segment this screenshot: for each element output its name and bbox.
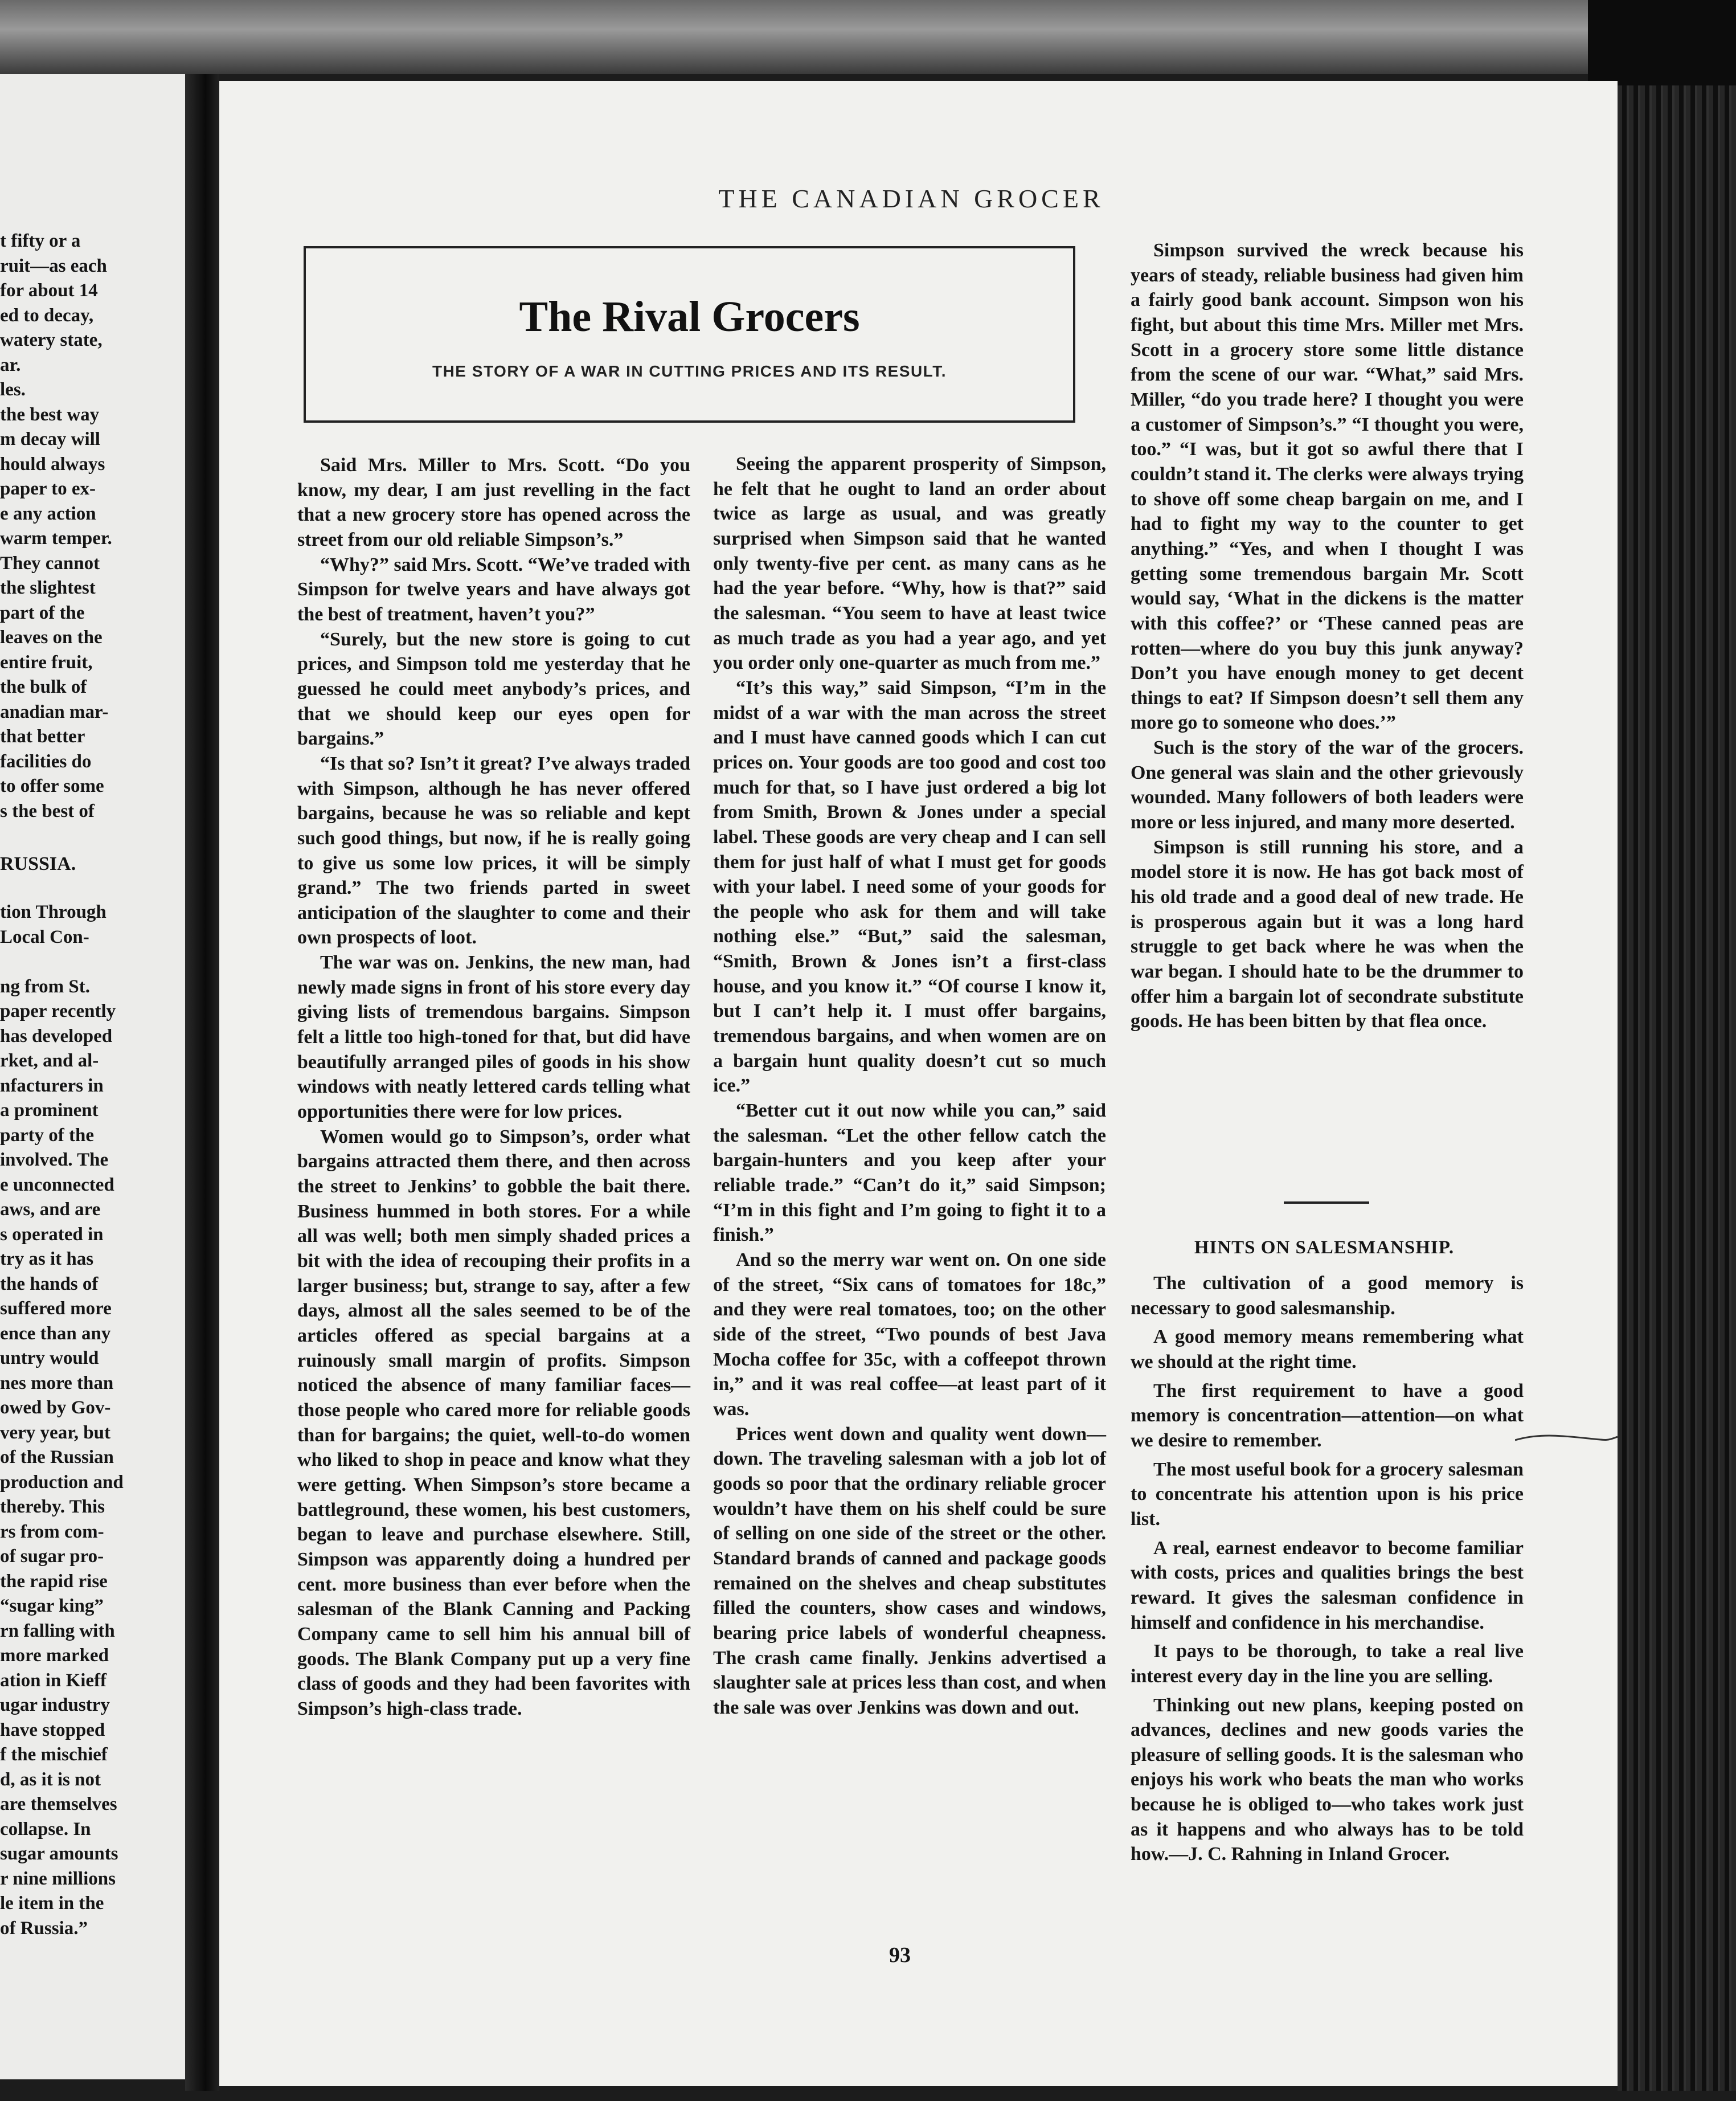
paragraph: It pays to be thorough, to take a real live interest every day in the line you are selling. <box>1131 1641 1524 1687</box>
left-page-line: le item in the <box>0 1893 104 1914</box>
left-page-line: entire fruit, <box>0 652 93 673</box>
left-page-line: d, as it is not <box>0 1769 101 1790</box>
left-page-line: ng from St. <box>0 976 90 997</box>
article-column-2 <box>713 452 1106 1720</box>
paragraph: Said Mrs. Miller to Mrs. Scott. “Do you know, my dear, I am just revelling in the fact that a new grocery store has opened across the street from our old reliable Simpson’s.” <box>297 455 690 550</box>
left-page-line: the slightest <box>0 578 96 598</box>
left-page-heading: RUSSIA. <box>0 853 76 874</box>
page-number: 93 <box>889 1943 911 1967</box>
left-page-line: very year, but <box>0 1422 111 1443</box>
left-page-line: paper to ex- <box>0 479 96 499</box>
left-page-line: They cannot <box>0 553 100 574</box>
left-page-line: to offer some <box>0 776 104 796</box>
paragraph: “Better cut it out now while you can,” said the salesman. “Let the other fellow catch the bargain-hunters and you keep after your reliable trade.” “Can’t do it,” said Simpson; “I’m in this fight and I’m going to fight it to a finish.” <box>713 1100 1106 1246</box>
left-page-line: have stopped <box>0 1719 105 1740</box>
left-page-line: sugar amounts <box>0 1844 118 1864</box>
paragraph: The first requirement to have a good memory is concentration—attention—on what we desire to remember. <box>1131 1380 1524 1451</box>
left-page-line: part of the <box>0 602 85 623</box>
left-page-line: r nine millions <box>0 1868 116 1889</box>
left-page-line: rn falling with <box>0 1620 115 1641</box>
article-subtitle: THE STORY OF A WAR IN CUTTING PRICES AND ITS RESULT. <box>432 362 947 380</box>
hints-column <box>1131 1271 1524 1871</box>
left-page-line: ence than any <box>0 1323 111 1344</box>
left-page-line: m decay will <box>0 429 100 449</box>
left-page-line: try as it has <box>0 1249 94 1269</box>
article-title: The Rival Grocers <box>519 293 860 341</box>
book-gutter <box>185 74 219 2091</box>
left-page-line: ar. <box>0 354 21 375</box>
paragraph: Seeing the apparent prosperity of Simpson, he felt that he ought to land an order about twice as large as usual, and was greatly surprised when Simpson said that he wanted only twenty-five per cent. as many cans as he had the year before. “Why, how is that?” said the salesman. “You seem to have at least twice as much trade as you had a year ago, and yet you order only one-quarter as much from me.” <box>713 453 1106 674</box>
left-page-line: Local Con- <box>0 926 89 947</box>
article-column-1 <box>297 453 690 1721</box>
left-page-line: e unconnected <box>0 1174 114 1195</box>
left-page-line: are themselves <box>0 1794 117 1814</box>
left-page-line: that better <box>0 726 85 747</box>
left-page-line: owed by Gov- <box>0 1397 111 1418</box>
paragraph: The cultivation of a good memory is necessary to good salesmanship. <box>1131 1273 1524 1319</box>
paragraph: Prices went down and quality went down—down. The traveling salesman with a job lot of goods so poor that the ordinary reliable grocer wouldn’t have them on his shelf could be sure of selling on one side of the street or the other. Standard brands of canned and package goods remained on the shelves and cheap substitutes filled the counters, show cases and windows, bearing price labels of wonderful cheapness. The crash came finally. Jenkins advertised a slaughter sale at prices less than cost, and when the sale was over Jenkins was down and out. <box>713 1423 1106 1718</box>
paragraph: “Surely, but the new store is going to cut prices, and Simpson told me yesterday that he guessed he could meet anybody’s prices, and that we should keep our eyes open for bargains.” <box>297 628 690 750</box>
left-page-line: f the mischief <box>0 1744 108 1765</box>
paragraph: Simpson is still running his store, and a model store it is now. He has got back most of his old trade and a good deal of new trade. He is prosperous again but it was a long hard struggle to get back where he was when the war began. I should hate to be the drummer to offer him a bargain lot of secondrate substitute goods. He has been bitten by that flea once. <box>1131 836 1524 1032</box>
left-page-line: facilities do <box>0 751 92 772</box>
left-page-line: paper recently <box>0 1001 116 1021</box>
left-page-line: leaves on the <box>0 627 103 648</box>
left-page-line: untry would <box>0 1348 99 1368</box>
left-page-text-top <box>0 229 185 824</box>
left-page-line: the best way <box>0 404 100 425</box>
title-box <box>304 246 1075 423</box>
left-page-line: of sugar pro- <box>0 1546 104 1567</box>
left-page-line: the rapid rise <box>0 1571 108 1592</box>
paragraph: The most useful book for a grocery salesman to concentrate his attention upon is his price list. <box>1131 1458 1524 1530</box>
left-page-line: rket, and al- <box>0 1050 99 1071</box>
paragraph: “Why?” said Mrs. Scott. “We’ve traded with Simpson for twelve years and have always got the best of treatment, haven’t you?” <box>297 554 690 625</box>
left-page-line: e any action <box>0 503 96 524</box>
book-edge <box>1618 85 1736 2091</box>
left-page-line: of Russia.” <box>0 1918 88 1939</box>
left-page-line: thereby. This <box>0 1497 105 1517</box>
stray-hair-mark <box>1515 1430 1618 1447</box>
left-page-line: party of the <box>0 1125 94 1146</box>
scan-border-top <box>0 0 1736 74</box>
left-page-line: s operated in <box>0 1224 104 1245</box>
left-page-line: warm temper. <box>0 528 112 549</box>
left-page-line: les. <box>0 379 26 400</box>
paragraph: Women would go to Simpson’s, order what bargains attracted them there, and then across the street to Jenkins’ to gobble the bait there. Business hummed in both stores. For a while all was well; both men simply shaded prices a bit with the idea of recouping their profits in a larger business; but, strange to say, after a few days, almost all the sales seemed to be of the articles offered as special bargains at a ruinously small margin of profits. Simpson noticed the absence of many familiar faces—those people who cared more for reliable goods than for bargains; the quiet, well-to-do women who liked to shop in peace and know what they were getting. When Simpson’s store became a battleground, these women, his best customers, began to leave and purchase elsewhere. Still, Simpson was apparently doing a hundred per cent. more business than ever before when the salesman of the Blank Canning and Packing Company came to sell him his annual bill of goods. The Blank Company put up a very fine class of goods and they had been favorites with Simpson’s high-class trade. <box>297 1126 690 1719</box>
paragraph: Simpson survived the wreck because his years of steady, reliable business had given him a fairly good bank account. Simpson won his fight, but about this time Mrs. Miller met Mrs. Scott in a grocery store some little distance from the scene of our war. “What,” said Mrs. Miller, “do you trade here? I thought you were a customer of Simpson’s.” “I thought you were, too.” “I was, but it got so awful there that I couldn’t stand it. The clerks were always trying to shove off some cheap bargain on me, and I had to fight my way to the counter to get anything.” “Yes, and when I thought I was getting some tremendous bargain Mr. Scott would say, ‘What in the dickens is the matter with this coffee?’ or ‘These canned peas are rotten—where do you buy this junk anyway? Don’t you have enough money to get decent things to eat? If Simpson doesn’t sell them any more go to someone who does.’” <box>1131 240 1524 734</box>
article-column-3 <box>1131 238 1524 1034</box>
left-page-line: watery state, <box>0 330 103 350</box>
left-page-line: s the best of <box>0 800 95 821</box>
left-page-text-bottom <box>0 900 185 1941</box>
paragraph: A real, earnest endeavor to become familiar with costs, prices and qualities brings the best reward. It gives the salesman confidence in himself and confidence in his merchandise. <box>1131 1537 1524 1633</box>
paragraph: “Is that so? Isn’t it great? I’ve always traded with Simpson, although he has never offered bargains, because he was so reliable and kept such good things, but now, if he is really going to give us some low prices, it will be simply grand.” The two friends parted in sweet anticipation of the slaughter to come and their own prospects of loot. <box>297 753 690 949</box>
left-page-line: of the Russian <box>0 1447 114 1468</box>
left-page-line: collapse. In <box>0 1818 91 1840</box>
left-page-line: tion Through <box>0 902 107 922</box>
left-page-line: ugar industry <box>0 1695 110 1715</box>
paragraph: A good memory means remembering what we should at the right time. <box>1131 1326 1524 1372</box>
left-page-line: involved. The <box>0 1150 109 1170</box>
paragraph: Such is the story of the war of the grocers. One general was slain and the other grievously wounded. Many followers of both leaders were more or less injured, and many more deserted. <box>1131 737 1524 833</box>
paragraph: “It’s this way,” said Simpson, “I’m in the midst of a war with the man across the street and I must have canned goods which I can cut prices on. Your goods are too good and cost too much for that, so I have just ordered a big lot from Smith, Brown & Jones under a special label. These goods are very cheap and I can sell them for just half of what I must get for goods with your label. I need some of your goods for the people who ask for them and will take nothing else.” “But,” said the salesman, “Smith, Brown & Jones isn’t a first-class house, and you know it.” “Of course I know it, but I can’t help it. I must offer bargains, tremendous bargains, and when women are on a bargain hunt quality doesn’t cut so much ice.” <box>713 677 1106 1097</box>
left-page-line: more marked <box>0 1645 109 1666</box>
hints-heading: HINTS ON SALESMANSHIP. <box>1194 1237 1455 1258</box>
left-page-line: ruit—as each <box>0 255 107 276</box>
left-page-line: ation in Kieff <box>0 1670 107 1691</box>
left-page-line: rs from com- <box>0 1521 104 1542</box>
left-page-line: the bulk of <box>0 677 87 697</box>
left-page-line: t fifty or a <box>0 231 81 251</box>
paragraph: The war was on. Jenkins, the new man, had newly made signs in front of his store every day giving lists of tremendous bargains. Simpson felt a little too high-toned for that, but did have beautifully arranged piles of goods in his show windows with neatly lettered cards telling what opportunities there were for low prices. <box>297 952 690 1123</box>
left-page-line: ed to decay, <box>0 305 94 326</box>
left-page-line: a prominent <box>0 1100 99 1121</box>
left-page-line: nes more than <box>0 1372 114 1393</box>
left-page-fragment <box>0 74 189 2079</box>
left-page-line: aws, and are <box>0 1199 101 1220</box>
left-page-line: “sugar king” <box>0 1596 104 1616</box>
section-divider <box>1284 1201 1369 1204</box>
left-page-line: for about 14 <box>0 280 98 301</box>
left-page-line: production and <box>0 1471 124 1493</box>
running-head: THE CANADIAN GROCER <box>718 184 1104 213</box>
left-page-line <box>0 950 185 975</box>
left-page-line: hould always <box>0 453 105 475</box>
left-page-line: anadian mar- <box>0 701 109 722</box>
paragraph: And so the merry war went on. On one side of the street, “Six cans of tomatoes for 18c,” and they were real tomatoes, too; on the other side of the street, “Two pounds of best Java Mocha coffee for 35c, with a coffeepot thrown in,” and it was real coffee—at least part of it was. <box>713 1249 1106 1420</box>
left-page-line: the hands of <box>0 1273 99 1294</box>
left-page-line: has developed <box>0 1025 113 1047</box>
left-page-line: suffered more <box>0 1298 112 1319</box>
left-page-line: nfacturers in <box>0 1075 104 1096</box>
paragraph: Thinking out new plans, keeping posted on advances, declines and new goods varies the pleasure of selling goods. It is the salesman who enjoys his work who beats the man who works because he is obliged to—who takes work just as it happens and who always has to be told how.—J. C. Rahning in Inland Grocer. <box>1131 1694 1524 1865</box>
